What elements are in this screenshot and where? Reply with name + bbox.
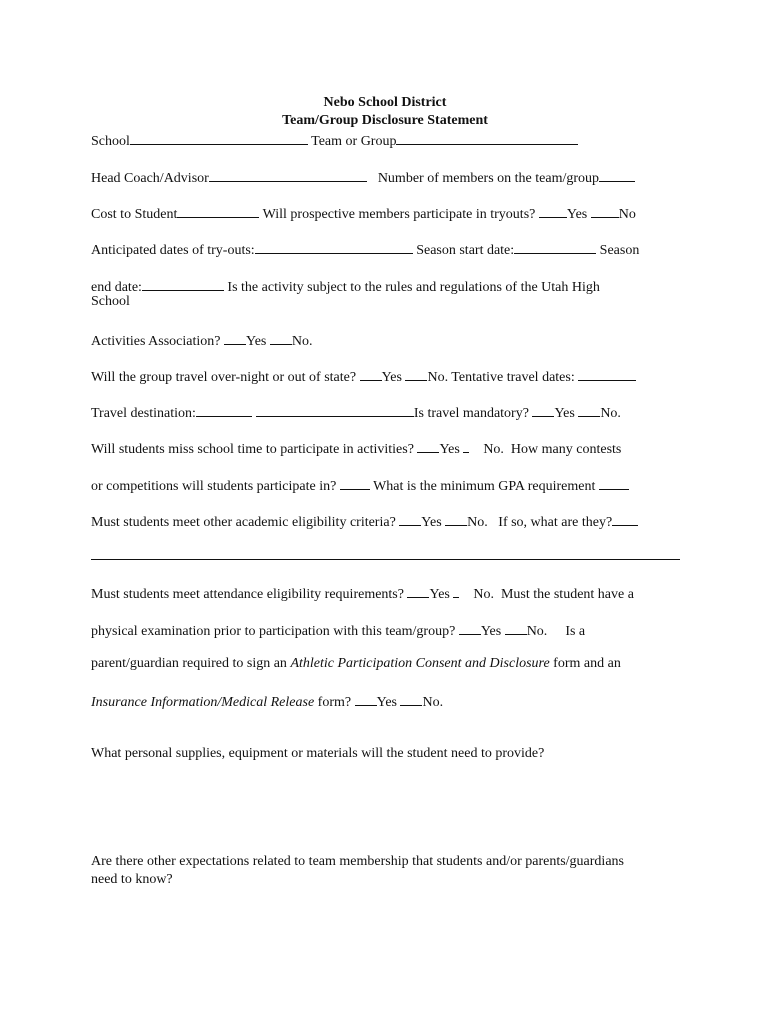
question-expectations-2: need to know? — [91, 872, 173, 887]
question-expectations-1: Are there other expectations related to team membership that students and/or parents/guardians — [91, 854, 624, 869]
gpa-blank[interactable] — [599, 475, 629, 490]
row-end-date: end date: Is the activity subject to the rules and regulations of the Utah High — [91, 276, 600, 297]
row-cost: Cost to Student Will prospective members participate in tryouts? Yes No — [91, 203, 636, 224]
academic-yes-blank[interactable] — [399, 511, 421, 526]
tryout-dates-blank[interactable] — [255, 239, 413, 254]
mandatory-yes-blank[interactable] — [532, 402, 554, 417]
team-blank[interactable] — [396, 130, 578, 145]
district-name: Nebo School District — [323, 95, 447, 110]
attendance-yes-blank[interactable] — [407, 583, 429, 598]
row-academic: Must students meet other academic eligibility criteria? Yes No. If so, what are they? — [91, 511, 638, 532]
row-head-coach: Head Coach/Advisor Number of members on the team/group — [91, 167, 635, 188]
miss-no-blank[interactable] — [463, 438, 469, 453]
row-attendance: Must students meet attendance eligibility requirements? Yes No. Must the student have a — [91, 583, 634, 604]
row-destination: Travel destination: Is travel mandatory? Yes No. — [91, 402, 621, 423]
physical-yes-blank[interactable] — [459, 620, 481, 635]
row-travel: Will the group travel over-night or out of state? Yes No. Tentative travel dates: — [91, 366, 636, 387]
form-title: Team/Group Disclosure Statement — [282, 113, 488, 128]
miss-yes-blank[interactable] — [417, 438, 439, 453]
destination-blank-2[interactable] — [256, 402, 414, 417]
uhsaa-yes-blank[interactable] — [224, 330, 246, 345]
expectations-answer-area[interactable] — [91, 895, 680, 995]
supplies-answer-area[interactable] — [91, 765, 680, 845]
contests-blank[interactable] — [340, 475, 370, 490]
row-miss-school: Will students miss school time to participate in activities? Yes No. How many contests — [91, 438, 621, 459]
tryouts-yes-blank[interactable] — [539, 203, 567, 218]
insurance-no-blank[interactable] — [400, 691, 422, 706]
season-start-blank[interactable] — [514, 239, 596, 254]
row-parent-sign: parent/guardian required to sign an Athletic Participation Consent and Disclosure form and an — [91, 656, 621, 671]
cost-blank[interactable] — [177, 203, 259, 218]
members-blank[interactable] — [599, 167, 635, 182]
school-blank[interactable] — [130, 130, 308, 145]
row-insurance: Insurance Information/Medical Release form? Yes No. — [91, 691, 443, 712]
row-school: School Team or Group — [91, 130, 578, 151]
insurance-yes-blank[interactable] — [355, 691, 377, 706]
row-tryout-dates: Anticipated dates of try-outs: Season start date: Season — [91, 239, 639, 260]
row-school-word: School — [91, 294, 130, 309]
uhsaa-no-blank[interactable] — [270, 330, 292, 345]
destination-blank-1[interactable] — [196, 402, 252, 417]
physical-no-blank[interactable] — [505, 620, 527, 635]
travel-no-blank[interactable] — [405, 366, 427, 381]
tryouts-no-blank[interactable] — [591, 203, 619, 218]
row-physical: physical examination prior to participation with this team/group? Yes No. Is a — [91, 620, 585, 641]
end-date-blank[interactable] — [142, 276, 224, 291]
attendance-no-blank[interactable] — [453, 583, 459, 598]
question-supplies: What personal supplies, equipment or materials will the student need to provide? — [91, 746, 545, 761]
mandatory-no-blank[interactable] — [578, 402, 600, 417]
answer-rule[interactable] — [91, 559, 680, 560]
travel-dates-blank[interactable] — [578, 366, 636, 381]
academic-no-blank[interactable] — [445, 511, 467, 526]
travel-yes-blank[interactable] — [360, 366, 382, 381]
row-competitions: or competitions will students participate in? What is the minimum GPA requirement — [91, 475, 629, 496]
coach-blank[interactable] — [209, 167, 367, 182]
criteria-blank[interactable] — [612, 511, 638, 526]
row-activities: Activities Association? Yes No. — [91, 330, 312, 351]
